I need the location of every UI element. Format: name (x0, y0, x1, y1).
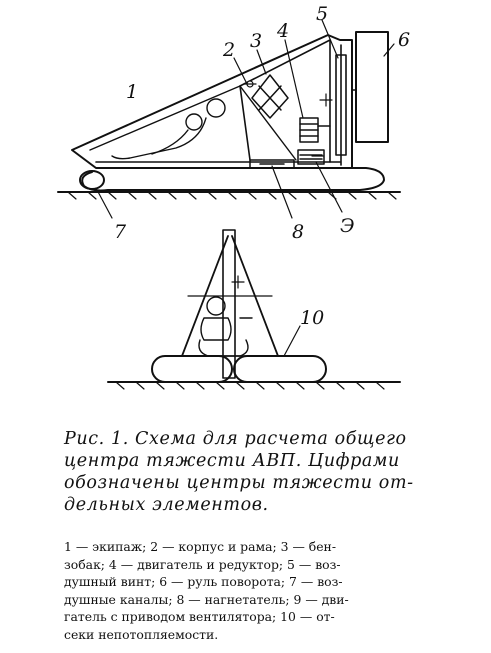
buoyancy-compartment-left (152, 356, 232, 382)
callout-4: 4 (277, 20, 290, 42)
callout-5: 5 (316, 3, 329, 25)
caption-line: обозначены центры тяжести от- (64, 473, 414, 493)
front-pylon (182, 236, 278, 356)
callout-3: 3 (250, 30, 263, 52)
legend-line: душные каналы; 8 — нагнетатель; 9 — дви- (64, 591, 349, 607)
figure-legend (64, 538, 469, 644)
legend-line: секи непотопляемости. (64, 626, 219, 642)
front-air-channel (80, 171, 104, 189)
front-ground-hatch (116, 382, 384, 389)
legend-line: 1 — экипаж; 2 — корпус и рама; 3 — бен- (64, 539, 337, 554)
legend-line: душный винт; 6 — руль поворота; 7 — воз- (64, 574, 343, 590)
buoyancy-compartment-right (234, 356, 326, 382)
air-propeller-5 (336, 45, 346, 165)
caption-line: Рис. 1. Схема для расчета общего (64, 429, 407, 449)
front-cg-markers (232, 276, 244, 288)
callout-2: 2 (223, 39, 236, 61)
canopy-inner-line (90, 86, 240, 150)
rudder-6 (356, 32, 388, 142)
front-leader-line (284, 326, 300, 356)
side-skirt (82, 168, 384, 191)
callout-8: 8 (292, 221, 305, 243)
side-hull (72, 35, 352, 168)
callout-9: Э (340, 215, 355, 237)
legend-line: зобак; 4 — двигатель и редуктор; 5 — воз- (64, 556, 341, 572)
crew-figures-1 (112, 99, 225, 159)
callout-6: 6 (398, 29, 411, 51)
fuel-tank-3 (252, 75, 288, 118)
front-crew (199, 297, 252, 356)
legend-line: гатель с приводом вентилятора; 10 — от- (64, 609, 335, 625)
caption-line: дельных элементов. (64, 495, 269, 515)
figure-caption (64, 428, 469, 516)
caption-line: центра тяжести АВП. Цифрами (64, 451, 400, 471)
callout-1: 1 (126, 81, 139, 103)
side-ground-hatch (68, 192, 396, 199)
callout-10: 10 (300, 307, 325, 329)
callout-7: 7 (114, 221, 127, 243)
engine-reducer-4 (300, 118, 330, 142)
